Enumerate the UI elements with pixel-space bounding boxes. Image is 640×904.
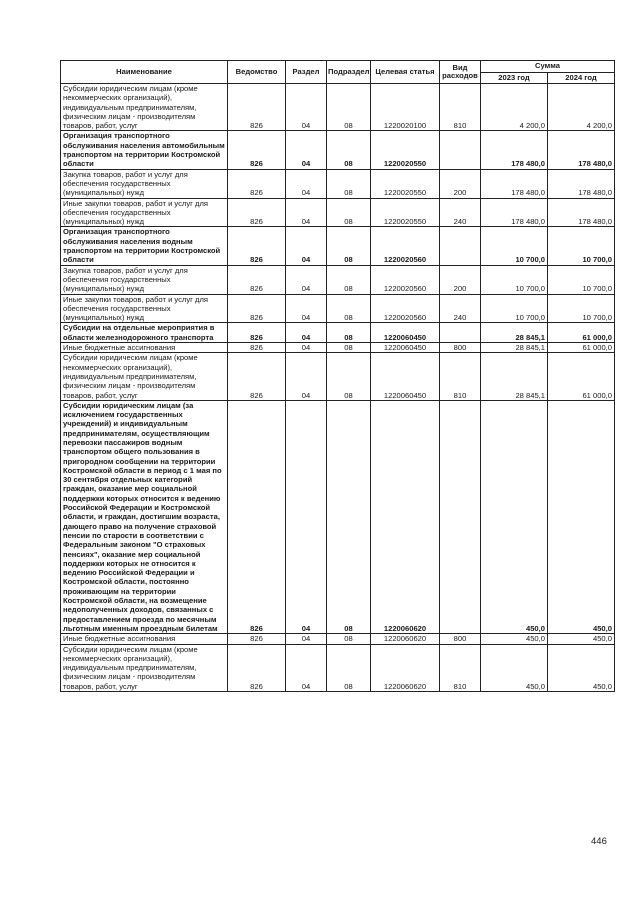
row-sum-2024: 61 000,0 xyxy=(548,343,615,353)
row-sum-2023: 4 200,0 xyxy=(481,84,548,131)
row-name: Иные бюджетные ассигнования xyxy=(61,634,228,644)
row-name: Организация транспортного обслуживания населения автомобильным транспортом на территории Костромской области xyxy=(61,131,228,169)
row-section: 04 xyxy=(286,131,327,169)
row-subsection: 08 xyxy=(327,343,371,353)
row-expense-type xyxy=(440,227,481,265)
row-expense-type: 810 xyxy=(440,353,481,400)
row-expense-type xyxy=(440,131,481,169)
row-expense-type xyxy=(440,400,481,633)
row-target-item: 1220060450 xyxy=(371,343,440,353)
row-subsection: 08 xyxy=(327,400,371,633)
row-expense-type: 200 xyxy=(440,265,481,294)
row-target-item: 1220020560 xyxy=(371,227,440,265)
row-sum-2023: 10 700,0 xyxy=(481,227,548,265)
header-subsection: Подраздел xyxy=(327,61,371,84)
row-name: Иные закупки товаров, работ и услуг для обеспечения государственных (муниципальных) нужд xyxy=(61,294,228,323)
table-body xyxy=(61,84,615,692)
row-expense-type xyxy=(440,323,481,343)
row-name: Субсидии юридическим лицам (кроме некоммерческих организаций), индивидуальным предпринимателям, физическим лицам - производителям товаров, работ, услуг xyxy=(61,644,228,691)
header-year-2023: 2023 год xyxy=(481,72,548,84)
row-sum-2023: 28 845,1 xyxy=(481,323,548,343)
row-name: Закупка товаров, работ и услуг для обеспечения государственных (муниципальных) нужд xyxy=(61,265,228,294)
header-expense-type: Вид расходов xyxy=(440,61,481,84)
row-expense-type: 240 xyxy=(440,294,481,323)
header-row xyxy=(61,61,615,73)
row-sum-2024: 178 480,0 xyxy=(548,198,615,227)
row-section: 04 xyxy=(286,323,327,343)
row-subsection: 08 xyxy=(327,634,371,644)
row-target-item: 1220060620 xyxy=(371,634,440,644)
row-name: Субсидии на отдельные мероприятия в области железнодорожного транспорта xyxy=(61,323,228,343)
row-section: 04 xyxy=(286,84,327,131)
row-name: Организация транспортного обслуживания населения водным транспортом на территории Костромской области xyxy=(61,227,228,265)
row-sum-2023: 178 480,0 xyxy=(481,198,548,227)
row-subsection: 08 xyxy=(327,265,371,294)
table-row xyxy=(61,169,615,198)
row-sum-2023: 10 700,0 xyxy=(481,294,548,323)
row-department: 826 xyxy=(228,84,286,131)
row-target-item: 1220020560 xyxy=(371,294,440,323)
row-sum-2024: 61 000,0 xyxy=(548,353,615,400)
row-target-item: 1220020550 xyxy=(371,131,440,169)
row-section: 04 xyxy=(286,634,327,644)
table-row xyxy=(61,84,615,131)
row-name: Субсидии юридическим лицам (кроме некоммерческих организаций), индивидуальным предпринимателям, физическим лицам - производителям товаров, работ, услуг xyxy=(61,353,228,400)
row-subsection: 08 xyxy=(327,323,371,343)
row-sum-2024: 10 700,0 xyxy=(548,294,615,323)
row-section: 04 xyxy=(286,198,327,227)
row-sum-2023: 178 480,0 xyxy=(481,169,548,198)
row-target-item: 1220060450 xyxy=(371,353,440,400)
row-sum-2024: 4 200,0 xyxy=(548,84,615,131)
table-row xyxy=(61,227,615,265)
row-section: 04 xyxy=(286,343,327,353)
row-sum-2023: 28 845,1 xyxy=(481,343,548,353)
row-section: 04 xyxy=(286,169,327,198)
row-expense-type: 200 xyxy=(440,169,481,198)
row-target-item: 1220020560 xyxy=(371,265,440,294)
header-year-2024: 2024 год xyxy=(548,72,615,84)
row-sum-2024: 10 700,0 xyxy=(548,265,615,294)
row-subsection: 08 xyxy=(327,353,371,400)
table-row xyxy=(61,323,615,343)
row-department: 826 xyxy=(228,343,286,353)
row-target-item: 1220020100 xyxy=(371,84,440,131)
row-sum-2023: 450,0 xyxy=(481,644,548,691)
row-expense-type: 810 xyxy=(440,644,481,691)
row-section: 04 xyxy=(286,644,327,691)
row-sum-2024: 61 000,0 xyxy=(548,323,615,343)
row-target-item: 1220060620 xyxy=(371,644,440,691)
row-sum-2023: 450,0 xyxy=(481,634,548,644)
row-sum-2023: 28 845,1 xyxy=(481,353,548,400)
row-name: Закупка товаров, работ и услуг для обеспечения государственных (муниципальных) нужд xyxy=(61,169,228,198)
page-number: 446 xyxy=(591,836,607,847)
row-sum-2024: 178 480,0 xyxy=(548,131,615,169)
row-expense-type: 800 xyxy=(440,343,481,353)
row-name: Иные закупки товаров, работ и услуг для обеспечения государственных (муниципальных) нужд xyxy=(61,198,228,227)
row-department: 826 xyxy=(228,400,286,633)
row-section: 04 xyxy=(286,265,327,294)
header-department: Ведомство xyxy=(228,61,286,84)
row-section: 04 xyxy=(286,400,327,633)
row-subsection: 08 xyxy=(327,131,371,169)
row-target-item: 1220020550 xyxy=(371,198,440,227)
row-target-item: 1220060620 xyxy=(371,400,440,633)
row-subsection: 08 xyxy=(327,294,371,323)
table-row xyxy=(61,400,615,633)
row-sum-2024: 10 700,0 xyxy=(548,227,615,265)
row-department: 826 xyxy=(228,265,286,294)
row-subsection: 08 xyxy=(327,169,371,198)
table-row xyxy=(61,198,615,227)
row-sum-2024: 450,0 xyxy=(548,400,615,633)
row-expense-type: 810 xyxy=(440,84,481,131)
table-row xyxy=(61,131,615,169)
header-target-item: Целевая статья xyxy=(371,61,440,84)
budget-table xyxy=(60,60,615,692)
header-section: Раздел xyxy=(286,61,327,84)
row-name: Субсидии юридическим лицам (за исключением государственных учреждений) и индивидуальным предпринимателям, осуществляющим перевозки пассажиров водным транспортом общего пользования в пригородном сообщении на территории Костромской области в период с 1 мая по 30 сентября отдельных категорий граждан, оказание мер социальной поддержки которых относится к ведению Российской Федерации и Костромской области, и граждан, достигшим возраста, дающего право на получение страховой пенсии по старости в соответствии с Федеральным законом "О страховых пенсиях", оказание мер социальной поддержки которых не относится к ведению Российской Федерации и Костромской области, постоянно проживающим на территории Костромской области, на возмещение недополученных доходов, связанных с предоставлением проезда по месячным льготным именным проездным билетам xyxy=(61,400,228,633)
row-target-item: 1220020550 xyxy=(371,169,440,198)
row-name: Субсидии юридическим лицам (кроме некоммерческих организаций), индивидуальным предпринимателям, физическим лицам - производителям товаров, работ, услуг xyxy=(61,84,228,131)
row-department: 826 xyxy=(228,294,286,323)
table-row xyxy=(61,644,615,691)
row-department: 826 xyxy=(228,323,286,343)
table-row xyxy=(61,294,615,323)
table-row xyxy=(61,265,615,294)
row-section: 04 xyxy=(286,353,327,400)
row-department: 826 xyxy=(228,198,286,227)
row-name: Иные бюджетные ассигнования xyxy=(61,343,228,353)
row-subsection: 08 xyxy=(327,84,371,131)
row-sum-2024: 450,0 xyxy=(548,634,615,644)
row-subsection: 08 xyxy=(327,227,371,265)
row-sum-2023: 450,0 xyxy=(481,400,548,633)
row-sum-2023: 10 700,0 xyxy=(481,265,548,294)
row-subsection: 08 xyxy=(327,198,371,227)
row-department: 826 xyxy=(228,634,286,644)
row-section: 04 xyxy=(286,227,327,265)
header-sum: Сумма xyxy=(481,61,615,73)
row-expense-type: 240 xyxy=(440,198,481,227)
row-subsection: 08 xyxy=(327,644,371,691)
header-name: Наименование xyxy=(61,61,228,84)
row-target-item: 1220060450 xyxy=(371,323,440,343)
row-section: 04 xyxy=(286,294,327,323)
row-department: 826 xyxy=(228,644,286,691)
row-sum-2023: 178 480,0 xyxy=(481,131,548,169)
row-sum-2024: 178 480,0 xyxy=(548,169,615,198)
row-department: 826 xyxy=(228,131,286,169)
row-department: 826 xyxy=(228,227,286,265)
row-department: 826 xyxy=(228,169,286,198)
table-row xyxy=(61,634,615,644)
table-row xyxy=(61,343,615,353)
row-sum-2024: 450,0 xyxy=(548,644,615,691)
table-row xyxy=(61,353,615,400)
row-department: 826 xyxy=(228,353,286,400)
row-expense-type: 800 xyxy=(440,634,481,644)
